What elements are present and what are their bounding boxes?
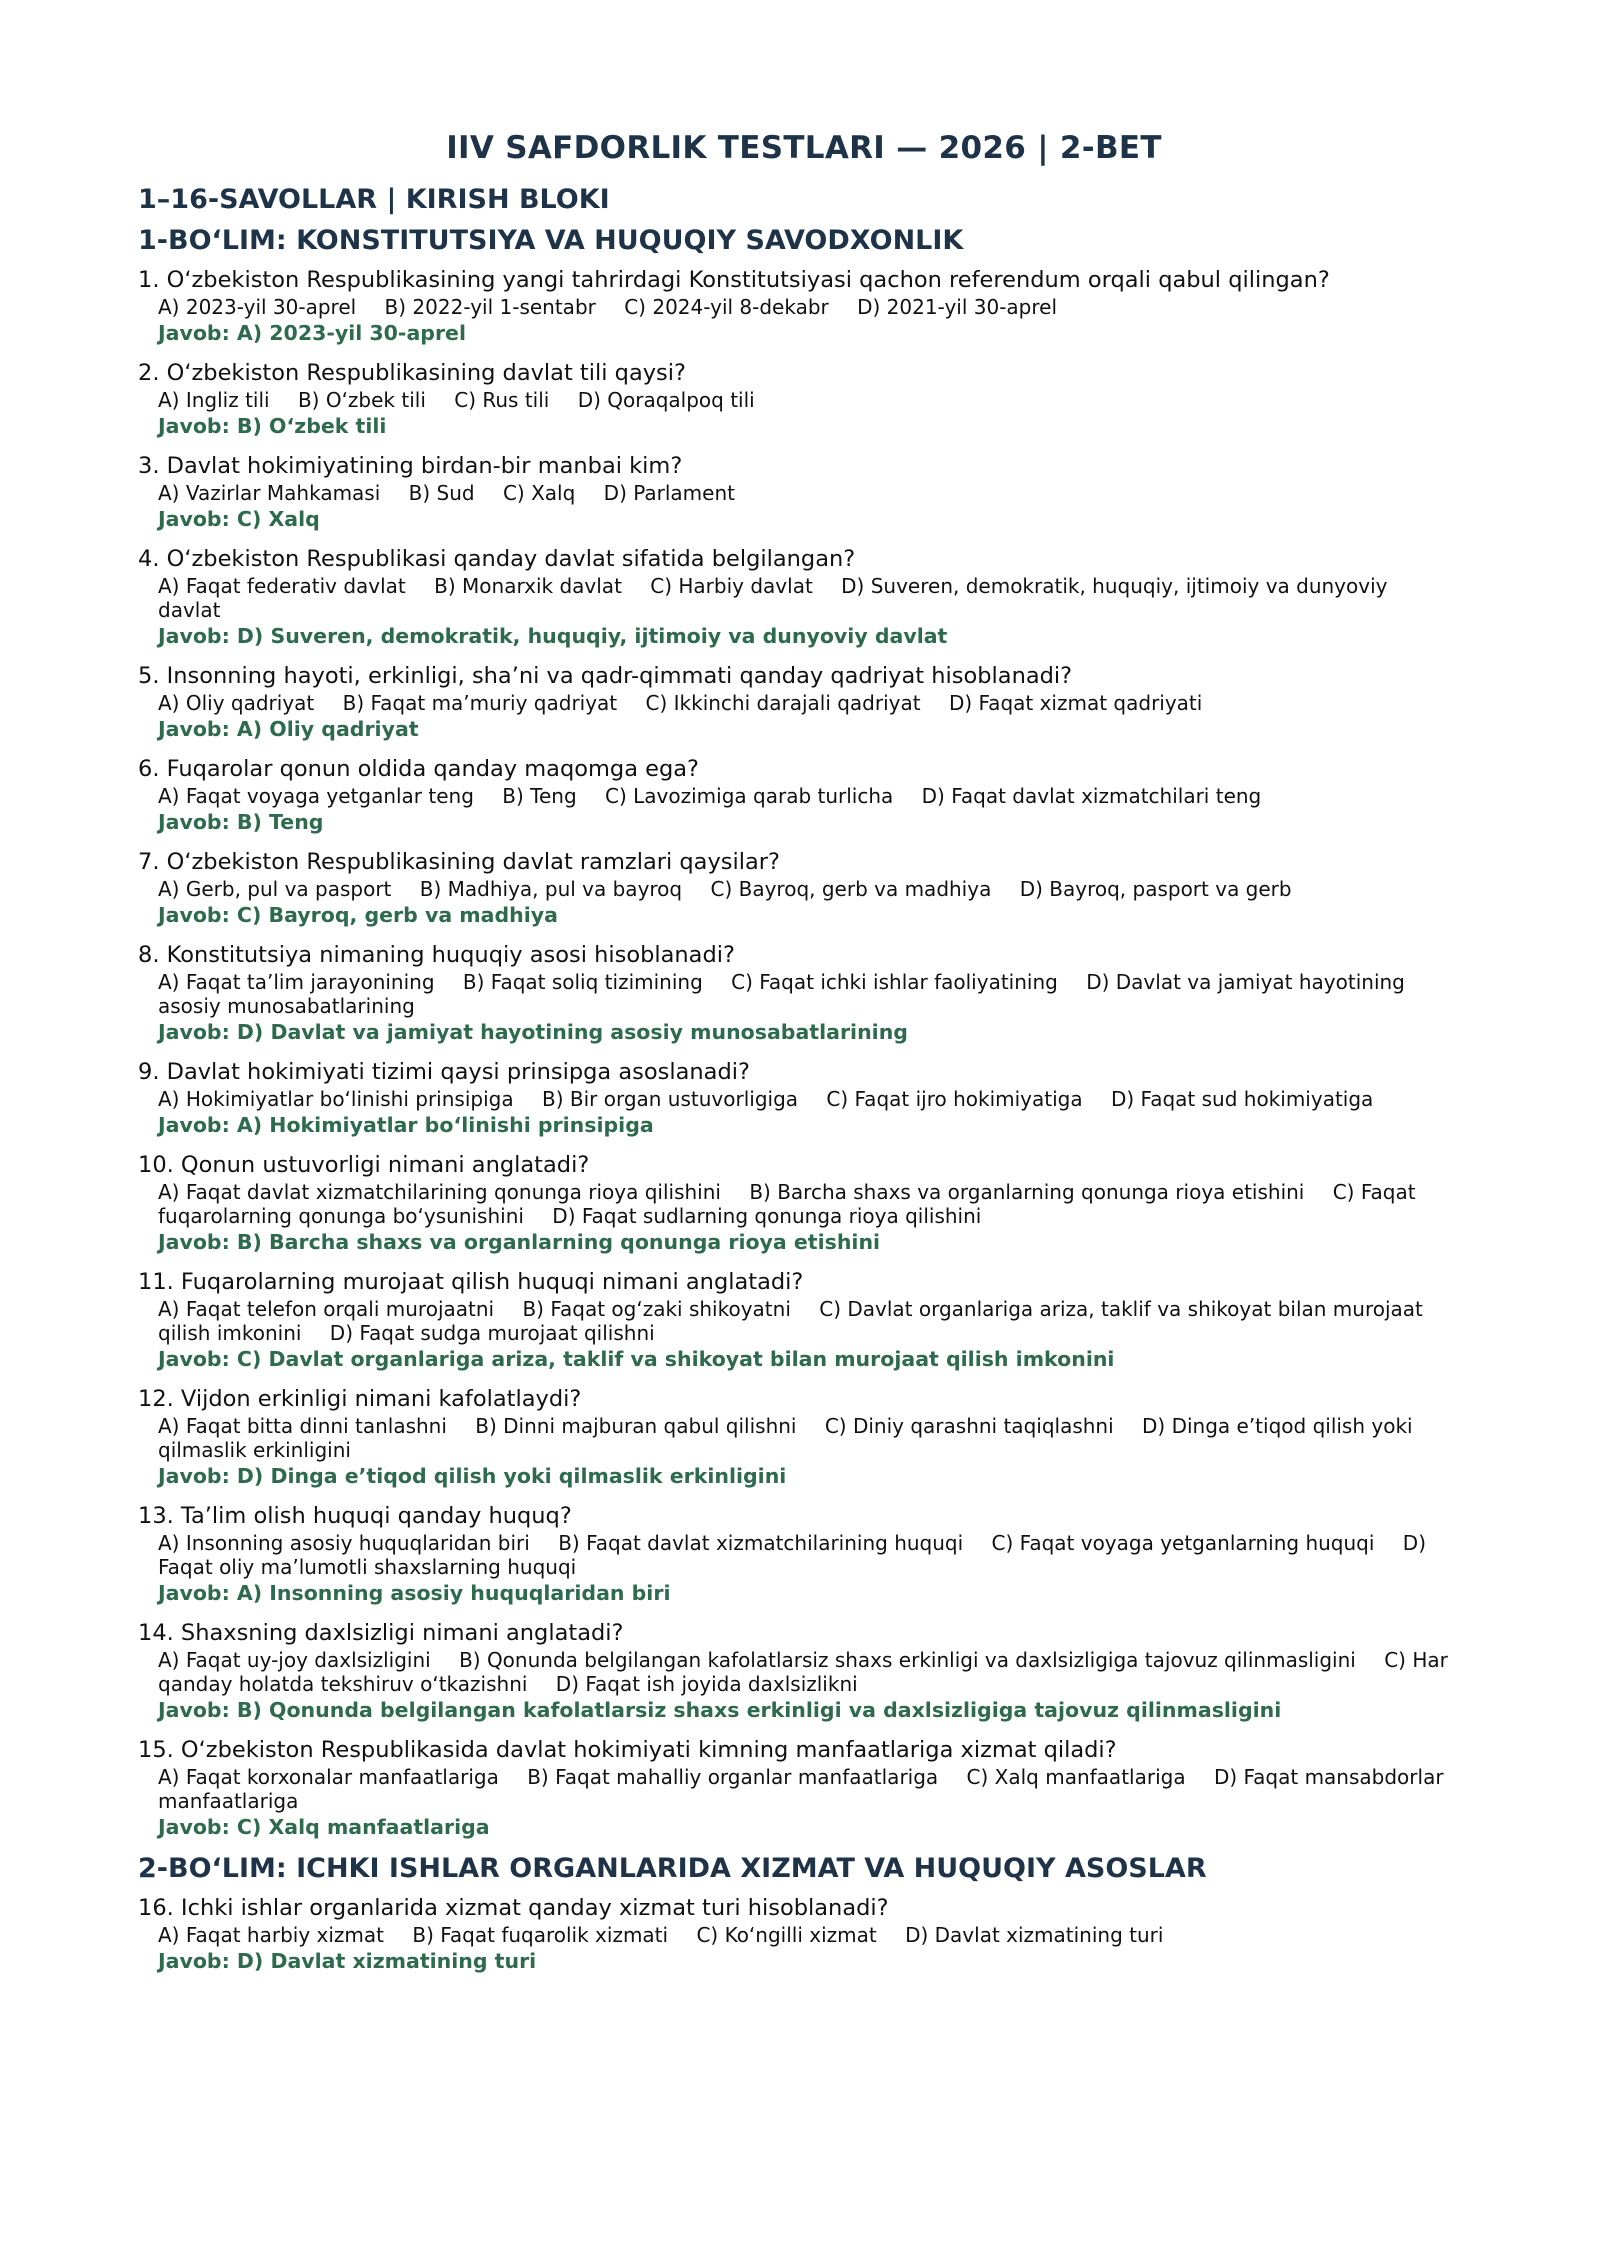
answer-option: A) Faqat voyaga yetganlar teng [158, 784, 474, 808]
correct-answer: Javob: B) O‘zbek tili [158, 414, 387, 438]
answer-option: D) Bayroq, pasport va gerb [1019, 877, 1292, 901]
answer-option: B) Faqat davlat xizmatchilarining huquqi [558, 1531, 964, 1555]
answer-option: D) Parlament [603, 481, 735, 505]
answer-option: D) Faqat sudga murojaat qilishni [329, 1321, 655, 1345]
answer-option: A) Faqat korxonalar manfaatlariga [158, 1765, 499, 1789]
correct-answer: Javob: B) Teng [158, 810, 324, 834]
question-item [138, 452, 1470, 534]
answer-option: D) Faqat sudlarning qonunga rioya qilishini [552, 1204, 982, 1228]
answer-option: D) Faqat sud hokimiyatiga [1110, 1087, 1374, 1111]
question-item [138, 755, 1470, 837]
question-item [138, 1385, 1470, 1491]
answer-option: A) Gerb, pul va pasport [158, 877, 392, 901]
question-text: 4. O‘zbekiston Respublikasi qanday davlat sifatida belgilangan? [138, 546, 856, 572]
answer-option: A) Faqat ta’lim jarayonining [158, 970, 435, 994]
question-text: 15. O‘zbekiston Respublikasida davlat hokimiyati kimning manfaatlariga xizmat qiladi? [138, 1737, 1117, 1763]
answer-options [138, 1414, 1470, 1462]
answer-option: A) Vazirlar Mahkamasi [158, 481, 381, 505]
answer-option: B) Monarxik davlat [434, 574, 622, 598]
answer-option: D) Qoraqalpoq tili [577, 388, 755, 412]
answer-option: C) Har qanday holatda tekshiruv o‘tkazishni [158, 1648, 1448, 1696]
answer-option: B) Faqat fuqarolik xizmati [412, 1923, 669, 1947]
answer-options [138, 1180, 1470, 1228]
answer-option: D) Davlat va jamiyat hayotining asosiy munosabatlarining [158, 970, 1405, 1018]
question-item [138, 941, 1470, 1047]
answer-option: B) Teng [502, 784, 577, 808]
answer-option: D) Faqat oliy ma’lumotli shaxslarning huquqi [158, 1531, 1426, 1579]
answer-option: B) Faqat soliq tizimining [462, 970, 703, 994]
answer-option: D) Faqat mansabdorlar manfaatlariga [158, 1765, 1444, 1813]
answer-option: D) Davlat xizmatining turi [905, 1923, 1164, 1947]
answer-options [138, 1531, 1470, 1579]
answer-options [138, 481, 1470, 505]
question-item [138, 662, 1470, 744]
correct-answer: Javob: D) Davlat va jamiyat hayotining asosiy munosabatlarining [158, 1020, 908, 1044]
answer-option: A) 2023-yil 30-aprel [158, 295, 357, 319]
document-title: IIV SAFDORLIK TESTLARI — 2026 | 2-BET [446, 130, 1162, 166]
question-text: 1. O‘zbekiston Respublikasining yangi tahrirdagi Konstitutsiyasi qachon referendum orqali qabul qilingan? [138, 267, 1330, 293]
answer-option: A) Oliy qadriyat [158, 691, 315, 715]
correct-answer: Javob: D) Suveren, demokratik, huquqiy, ijtimoiy va dunyoviy davlat [158, 624, 948, 648]
answer-option: B) Bir organ ustuvorligiga [541, 1087, 799, 1111]
answer-options [138, 691, 1470, 715]
answer-options [138, 1923, 1470, 1947]
question-text: 3. Davlat hokimiyatining birdan-bir manbai kim? [138, 453, 683, 479]
section-title: 2-BO‘LIM: ICHKI ISHLAR ORGANLARIDA XIZMAT VA HUQUQIY ASOSLAR [138, 1853, 1207, 1884]
answer-option: C) Xalq manfaatlariga [966, 1765, 1186, 1789]
answer-option: A) Faqat davlat xizmatchilarining qonunga rioya qilishini [158, 1180, 721, 1204]
question-text: 5. Insonning hayoti, erkinligi, sha’ni va qadr-qimmati qanday qadriyat hisoblanadi? [138, 663, 1073, 689]
answer-option: D) 2021-yil 30-aprel [857, 295, 1058, 319]
answer-options [138, 295, 1470, 319]
answer-options [138, 1297, 1470, 1345]
question-text: 7. O‘zbekiston Respublikasining davlat ramzlari qaysilar? [138, 849, 780, 875]
question-text: 14. Shaxsning daxlsizligi nimani anglatadi? [138, 1620, 624, 1646]
question-item [138, 1151, 1470, 1257]
question-item [138, 1502, 1470, 1608]
answer-option: A) Ingliz tili [158, 388, 270, 412]
correct-answer: Javob: C) Davlat organlariga ariza, taklif va shikoyat bilan murojaat qilish imkonini [158, 1347, 1115, 1371]
answer-option: C) Lavozimiga qarab turlicha [605, 784, 894, 808]
block-title: 1–16-SAVOLLAR | KIRISH BLOKI [138, 184, 610, 215]
answer-option: D) Suveren, demokratik, huquqiy, ijtimoiy va dunyoviy davlat [158, 574, 1388, 622]
question-item [138, 1058, 1470, 1140]
question-text: 13. Ta’lim olish huquqi qanday huquq? [138, 1503, 572, 1529]
answer-option: C) Xalq [502, 481, 576, 505]
answer-options [138, 1765, 1470, 1813]
question-item [138, 848, 1470, 930]
answer-option: B) Faqat og‘zaki shikoyatni [522, 1297, 791, 1321]
answer-options [138, 574, 1470, 622]
answer-option: B) Faqat mahalliy organlar manfaatlariga [527, 1765, 939, 1789]
answer-option: C) Harbiy davlat [650, 574, 813, 598]
answer-option: C) Faqat fuqarolarning qonunga bo‘ysunishini [158, 1180, 1416, 1228]
answer-option: B) Barcha shaxs va organlarning qonunga rioya etishini [749, 1180, 1305, 1204]
answer-option: A) Faqat federativ davlat [158, 574, 406, 598]
answer-option: D) Faqat ish joyida daxlsizlikni [555, 1672, 858, 1696]
answer-option: C) Bayroq, gerb va madhiya [710, 877, 992, 901]
question-text: 6. Fuqarolar qonun oldida qanday maqomga ega? [138, 756, 699, 782]
question-item [138, 545, 1470, 651]
answer-option: C) Ikkinchi darajali qadriyat [645, 691, 921, 715]
answer-option: B) O‘zbek tili [297, 388, 426, 412]
answer-option: D) Faqat xizmat qadriyati [948, 691, 1203, 715]
answer-option: B) 2022-yil 1-sentabr [384, 295, 596, 319]
answer-option: A) Hokimiyatlar bo‘linishi prinsipiga [158, 1087, 514, 1111]
correct-answer: Javob: A) Hokimiyatlar bo‘linishi prinsipiga [158, 1113, 654, 1137]
question-item [138, 359, 1470, 441]
sections-container [138, 225, 1470, 1976]
correct-answer: Javob: D) Dinga e’tiqod qilish yoki qilmaslik erkinligini [158, 1464, 787, 1488]
answer-options [138, 1648, 1470, 1696]
answer-option: D) Faqat davlat xizmatchilari teng [921, 784, 1262, 808]
answer-option: C) Faqat ichki ishlar faoliyatining [731, 970, 1058, 994]
correct-answer: Javob: D) Davlat xizmatining turi [158, 1949, 537, 1973]
question-item [138, 266, 1470, 348]
correct-answer: Javob: A) 2023-yil 30-aprel [158, 321, 466, 345]
correct-answer: Javob: C) Xalq manfaatlariga [158, 1815, 490, 1839]
question-text: 10. Qonun ustuvorligi nimani anglatadi? [138, 1152, 590, 1178]
answer-option: C) Diniy qarashni taqiqlashni [824, 1414, 1114, 1438]
question-text: 12. Vijdon erkinligi nimani kafolatlaydi? [138, 1386, 582, 1412]
answer-option: A) Faqat telefon orqali murojaatni [158, 1297, 495, 1321]
answer-option: D) Dinga e’tiqod qilish yoki qilmaslik erkinligini [158, 1414, 1413, 1462]
answer-option: C) 2024-yil 8-dekabr [624, 295, 829, 319]
question-item [138, 1894, 1470, 1976]
answer-options [138, 970, 1470, 1018]
question-text: 9. Davlat hokimiyati tizimi qaysi prinsipga asoslanadi? [138, 1059, 750, 1085]
correct-answer: Javob: A) Insonning asosiy huquqlaridan biri [158, 1581, 671, 1605]
question-text: 8. Konstitutsiya nimaning huquqiy asosi hisoblanadi? [138, 942, 735, 968]
answer-options [138, 1087, 1470, 1111]
correct-answer: Javob: C) Xalq [158, 507, 320, 531]
question-item [138, 1268, 1470, 1374]
answer-option: A) Insonning asosiy huquqlaridan biri [158, 1531, 530, 1555]
correct-answer: Javob: B) Barcha shaxs va organlarning qonunga rioya etishini [158, 1230, 881, 1254]
correct-answer: Javob: B) Qonunda belgilangan kafolatlarsiz shaxs erkinligi va daxlsizligiga tajovuz qilinmasligini [158, 1698, 1282, 1722]
correct-answer: Javob: A) Oliy qadriyat [158, 717, 419, 741]
answer-option: A) Faqat harbiy xizmat [158, 1923, 384, 1947]
answer-option: B) Qonunda belgilangan kafolatlarsiz shaxs erkinligi va daxlsizligiga tajovuz qilinmasligini [459, 1648, 1356, 1672]
answer-options [138, 784, 1470, 808]
answer-option: C) Ko‘ngilli xizmat [696, 1923, 877, 1947]
question-text: 2. O‘zbekiston Respublikasining davlat tili qaysi? [138, 360, 686, 386]
answer-option: B) Faqat ma’muriy qadriyat [342, 691, 618, 715]
answer-option: C) Rus tili [454, 388, 550, 412]
question-item [138, 1619, 1470, 1725]
section-title: 1-BO‘LIM: KONSTITUTSIYA VA HUQUQIY SAVODXONLIK [138, 225, 964, 256]
answer-option: B) Dinni majburan qabul qilishni [475, 1414, 797, 1438]
answer-option: C) Davlat organlariga ariza, taklif va shikoyat bilan murojaat qilish imkonini [158, 1297, 1423, 1345]
question-item [138, 1736, 1470, 1842]
correct-answer: Javob: C) Bayroq, gerb va madhiya [158, 903, 558, 927]
answer-option: A) Faqat uy-joy daxlsizligini [158, 1648, 431, 1672]
answer-options [138, 388, 1470, 412]
answer-option: C) Faqat voyaga yetganlarning huquqi [991, 1531, 1375, 1555]
answer-option: A) Faqat bitta dinni tanlashni [158, 1414, 447, 1438]
question-text: 16. Ichki ishlar organlarida xizmat qanday xizmat turi hisoblanadi? [138, 1895, 889, 1921]
answer-option: B) Sud [408, 481, 475, 505]
answer-option: B) Madhiya, pul va bayroq [419, 877, 683, 901]
answer-options [138, 877, 1470, 901]
question-text: 11. Fuqarolarning murojaat qilish huquqi nimani anglatadi? [138, 1269, 804, 1295]
answer-option: C) Faqat ijro hokimiyatiga [826, 1087, 1083, 1111]
